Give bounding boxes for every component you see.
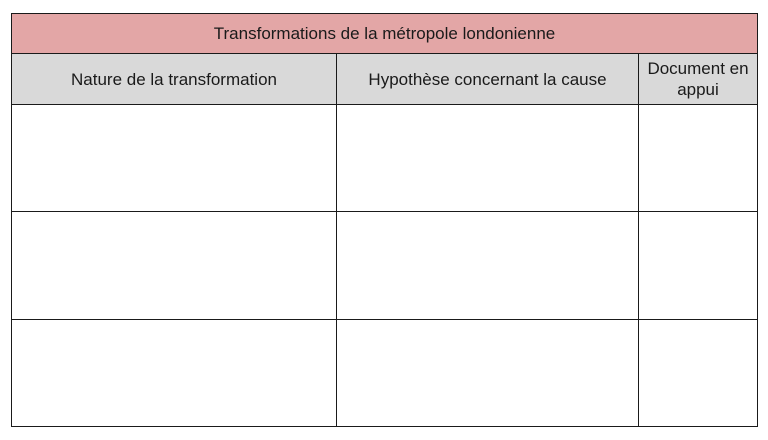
column-header-nature: Nature de la transformation xyxy=(12,54,337,105)
table-row xyxy=(12,212,758,319)
cell-document[interactable] xyxy=(639,105,758,212)
table-row xyxy=(12,105,758,212)
cell-hypothese[interactable] xyxy=(337,319,639,426)
transformations-table xyxy=(11,13,758,427)
table-title: Transformations de la métropole londonienne xyxy=(12,14,758,54)
cell-hypothese[interactable] xyxy=(337,105,639,212)
table-row xyxy=(12,319,758,426)
cell-nature[interactable] xyxy=(12,105,337,212)
cell-nature[interactable] xyxy=(12,319,337,426)
cell-document[interactable] xyxy=(639,319,758,426)
cell-hypothese[interactable] xyxy=(337,212,639,319)
column-header-document: Document en appui xyxy=(639,54,758,105)
cell-nature[interactable] xyxy=(12,212,337,319)
title-row xyxy=(12,14,758,54)
cell-document[interactable] xyxy=(639,212,758,319)
column-header-hypothese: Hypothèse concernant la cause xyxy=(337,54,639,105)
header-row xyxy=(12,54,758,105)
